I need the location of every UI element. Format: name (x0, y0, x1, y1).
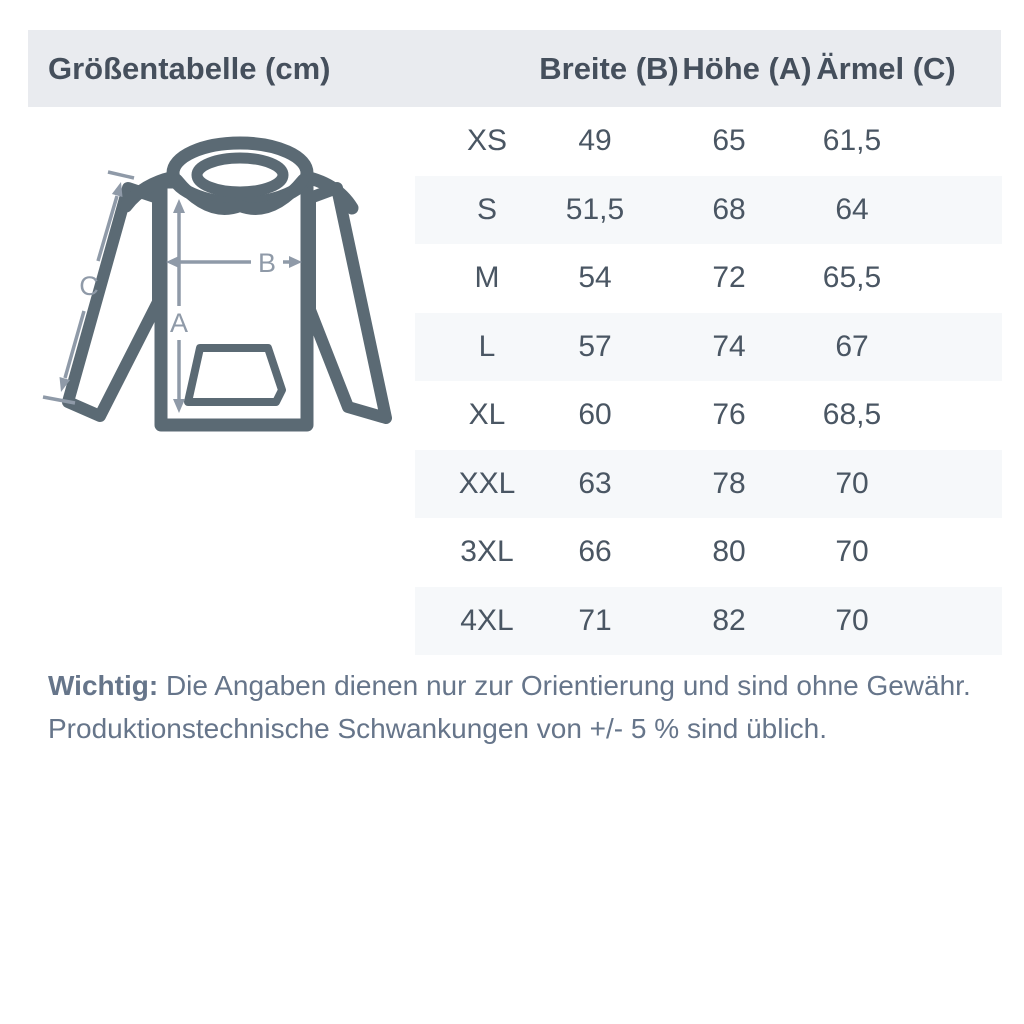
aermel-value: 68,5 (822, 398, 882, 432)
label-c: C (79, 271, 99, 301)
hoodie-measurement-diagram (30, 120, 415, 450)
size-label: 4XL (460, 603, 514, 637)
size-label: XS (466, 124, 508, 158)
size-table (415, 107, 1002, 655)
table-row-l (415, 313, 1002, 382)
size-label: XL (468, 398, 506, 432)
size-label: XXL (458, 466, 516, 500)
hoehe-value: 68 (712, 192, 746, 226)
table-row-xxl (415, 450, 1002, 519)
table-row-3xl (415, 518, 1002, 587)
hoehe-value: 72 (712, 261, 746, 295)
breite-value: 66 (578, 535, 612, 569)
table-row-xl (415, 381, 1002, 450)
page-title: Größentabelle (cm) (48, 50, 331, 86)
hoehe-value: 74 (712, 329, 746, 363)
hoehe-value: 78 (712, 466, 746, 500)
column-header-breite: Breite (B) (539, 50, 679, 86)
aermel-value: 67 (835, 329, 869, 363)
aermel-value: 61,5 (822, 124, 882, 158)
disclaimer-note (48, 664, 988, 750)
label-b: B (257, 248, 277, 278)
size-label: M (474, 261, 500, 295)
hoehe-value: 82 (712, 603, 746, 637)
breite-value: 57 (578, 329, 612, 363)
table-row-s (415, 176, 1002, 245)
hoodie-pocket (188, 348, 282, 402)
hoehe-value: 65 (712, 124, 746, 158)
table-header-bar (28, 30, 1001, 107)
aermel-value: 70 (835, 466, 869, 500)
breite-value: 54 (578, 261, 612, 295)
label-a: A (169, 308, 189, 338)
table-row-xs (415, 107, 1002, 176)
size-label: 3XL (460, 535, 514, 569)
breite-value: 60 (578, 398, 612, 432)
note-line2: Produktionstechnische Schwankungen von +/- 5 % sind üblich. (48, 713, 828, 744)
aermel-value: 70 (835, 603, 869, 637)
arrow-c-top-head (112, 182, 123, 197)
breite-value: 71 (578, 603, 612, 637)
aermel-value: 64 (835, 192, 869, 226)
size-label: L (478, 329, 496, 363)
size-label: S (476, 192, 498, 226)
hoodie-right-sleeve (310, 188, 386, 418)
column-header-aermel: Ärmel (C) (816, 50, 956, 86)
table-row-m (415, 244, 1002, 313)
hoehe-value: 80 (712, 535, 746, 569)
hoehe-value: 76 (712, 398, 746, 432)
note-line1: Die Angaben dienen nur zur Orientierung und sind ohne Gewähr. (165, 670, 971, 701)
column-header-hoehe: Höhe (A) (682, 50, 812, 86)
breite-value: 51,5 (565, 192, 625, 226)
note-label: Wichtig: (48, 670, 159, 701)
aermel-value: 70 (835, 535, 869, 569)
breite-value: 49 (578, 124, 612, 158)
hoodie-left-sleeve (68, 188, 158, 416)
breite-value: 63 (578, 466, 612, 500)
table-row-4xl (415, 587, 1002, 656)
aermel-value: 65,5 (822, 261, 882, 295)
hoodie-hood-inner (197, 158, 283, 192)
